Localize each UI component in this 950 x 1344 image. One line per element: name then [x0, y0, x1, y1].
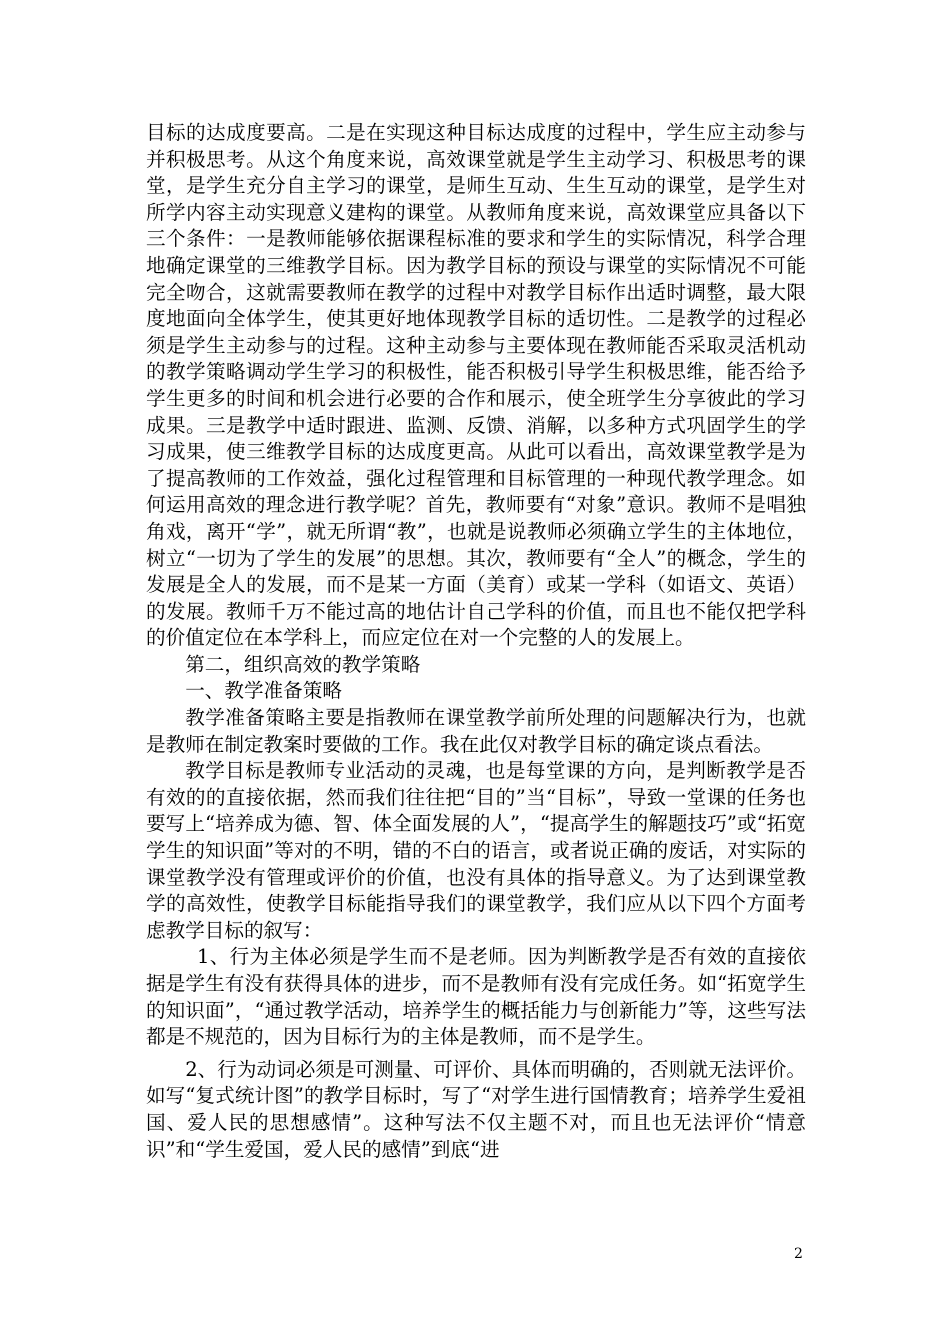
paragraph-1: 目标的达成度要高。二是在实现这种目标达成度的过程中，学生应主动参与并积极思考。从这个角度来说，高效课堂就是学生主动学习、积极思考的课堂，是学生充分自主学习的课堂，是师生互动、生生互动的课堂，是学生对所学内容主动实现意义建构的课堂。从教师角度来说，高效课堂应具备以下三个条件：一是教师能够依据课程标准的要求和学生的实际情况，科学合理地确定课堂的三维教学目标。因为教学目标的预设与课堂的实际情况不可能完全吻合，这就需要教师在教学的过程中对教学目标作出适时调整，最大限度地面向全体学生，使其更好地体现教学目标的适切性。二是教学的过程必须是学生主动参与的过程。这种主动参与主要体现在教师能否采取灵活机动的教学策略调动学生学习的积极性，能否积极引导学生积极思维，能否给予学生更多的时间和机会进行必要的合作和展示，使全班学生分享彼此的学习成果。三是教学中适时跟进、监测、反馈、消解，以多种方式巩固学生的学习成果，使三维教学目标的达成度更高。从此可以看出，高效课堂教学是为了提高教师的工作效益，强化过程管理和目标管理的一种现代教学理念。如何运用高效的理念进行教学呢？首先，教师要有“对象”意识。教师不是唱独角戏，离开“学”，就无所谓“教”，也就是说教师必须确立学生的主体地位，树立“一切为了学生的发展”的思想。其次，教师要有“全人”的概念，学生的发展是全人的发展，而不是某一方面（美育）或某一学科（如语文、英语）的发展。教师千万不能过高的地估计自己学科的价值，而且也不能仅把学科的价值定位在本学科上，而应定位在对一个完整的人的发展上。 [146, 121, 806, 650]
paragraph-2: 教学准备策略主要是指教师在课堂教学前所处理的问题解决行为，也就是教师在制定教案时要做的工作。我在此仅对教学目标的确定谈点看法。 [146, 706, 806, 756]
paragraph-3: 教学目标是教师专业活动的灵魂，也是每堂课的方向，是判断教学是否有效的的直接依据，然而我们往往把“目的”当“目标”，导致一堂课的任务也要写上“培养成为德、智、体全面发展的人”，“提高学生的解题技巧”或“拓宽学生的知识面”等对的不明，错的不白的语言，或者说正确的废话，对实际的课堂教学没有管理或评价的价值，也没有具体的指导意义。为了达到课堂教学的高效性，使教学目标能指导我们的课堂教学，我们应从以下四个方面考虑教学目标的叙写： [146, 759, 806, 942]
list-item-1: 1、行为主体必须是学生而不是老师。因为判断教学是否有效的直接依据是学生有没有获得具体的进步，而不是教师有没有完成任务。如“拓宽学生的知识面”，“通过教学活动，培养学生的概括能力与创新能力”等，这些写法都是不规范的，因为目标行为的主体是教师，而不是学生。 [146, 945, 806, 1049]
section-heading-2: 第二，组织高效的教学策略 [185, 652, 421, 676]
list-item-2: 2、行为动词必须是可测量、可评价、具体而明确的，否则就无法评价。如写“复式统计图”的教学目标时，写了“对学生进行国情教育；培养学生爱祖国、爱人民的思想感情”。这种写法不仅主题不对，而且也无法评价“情意识”和“学生爱国，爱人民的感情”到底“进 [146, 1057, 806, 1161]
subsection-heading-1: 一、教学准备策略 [185, 679, 342, 703]
document-body [146, 120, 806, 1163]
page-number: 2 [794, 1246, 803, 1262]
